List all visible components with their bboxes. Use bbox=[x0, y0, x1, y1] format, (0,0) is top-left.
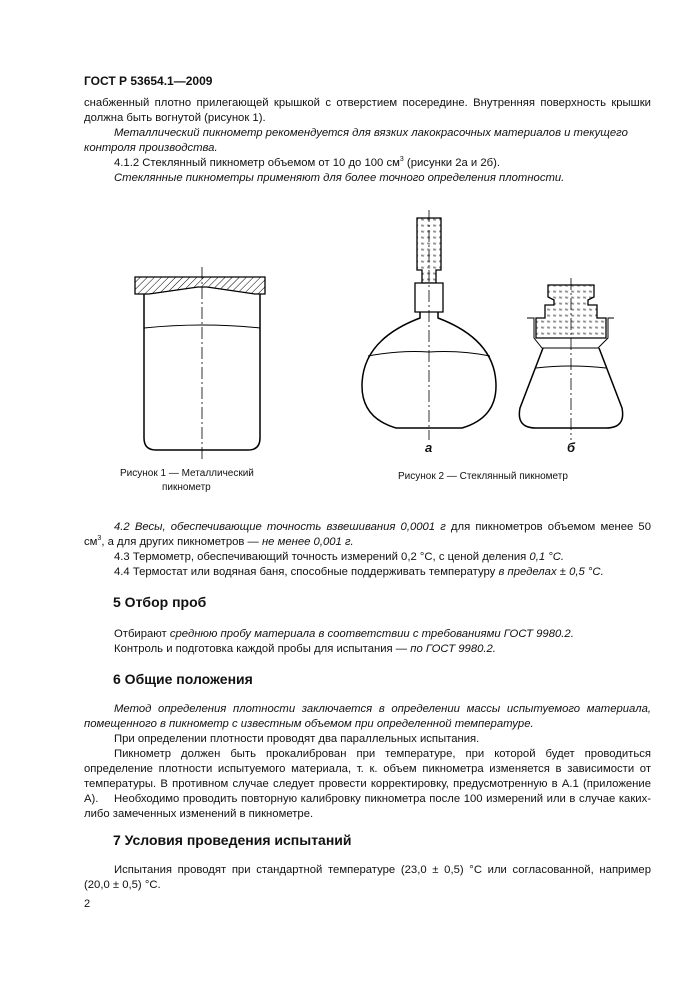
clause-4-2-text: для пикнометров объемом менее 50 см bbox=[84, 521, 651, 548]
intro-paragraph-4: Стеклянные пикнометры применяют для более точного определения плотности. bbox=[114, 172, 565, 184]
page-number: 2 bbox=[84, 898, 91, 910]
clause-4-1-2-sup: 3 bbox=[399, 156, 404, 164]
metal-pycnometer-figure bbox=[135, 267, 265, 462]
section-6-heading: 6 Общие положения bbox=[113, 671, 253, 687]
section-7-paragraph-1: Испытания проводят при стандартной температуре (23,0 ± 0,5) °С или согласованной, например (20,0 ± 0,5) °С. bbox=[84, 864, 651, 891]
intro-paragraph-2: Металлический пикнометр рекомендуется для вязких лакокрасочных материалов и текущего контроля производства. bbox=[84, 127, 628, 154]
figure-2-caption: Рисунок 2 — Стеклянный пикнометр bbox=[398, 471, 568, 482]
clause-4-2-sup: 3 bbox=[97, 535, 102, 543]
intro-paragraph-1: снабженный плотно прилегающей крышкой с отверстием посередине. Внутренняя поверхность крышки должна быть вогнутой (рисунок 1). bbox=[84, 97, 651, 124]
clause-4-2 bbox=[84, 520, 651, 550]
figure-label-b: б bbox=[567, 440, 576, 455]
clause-4-3-italic: 0,1 °С. bbox=[529, 551, 565, 563]
clause-4-1-2-tail: (рисунки 2а и 2б). bbox=[403, 157, 501, 169]
clause-4-4-italic: в пределах ± 0,5 °С. bbox=[498, 566, 604, 578]
clause-4-4-text: 4.4 Термостат или водяная баня, способные поддерживать температуру bbox=[114, 566, 499, 578]
clause-4-3-text: 4.3 Термометр, обеспечивающий точность измерений 0,2 °С, с ценой деления bbox=[114, 551, 530, 563]
section-5-paragraph-2 bbox=[84, 642, 651, 657]
glass-pycnometer-b-figure bbox=[519, 278, 622, 440]
section-6-paragraph-2: При определении плотности проводят два параллельных испытания. bbox=[114, 733, 480, 745]
figure-1-caption-line2: пикнометр bbox=[162, 482, 211, 493]
section-6-paragraph-3: Пикнометр должен быть прокалиброван при температуре, при которой будет проводиться определение плотности испытуемого материала, т. к. объем пикнометра изменяется в зависимости от температуры. В противном случае следует провести корректировку, предусмотренную в А.1 (приложение А). bbox=[84, 748, 651, 805]
clause-4-2-italic: 4.2 Весы, обеспечивающие точность взвешивания 0,0001 г bbox=[114, 521, 446, 533]
document-code: ГОСТ Р 53654.1—2009 bbox=[84, 74, 213, 88]
s5-p1-italic: среднюю пробу материала в соответствии с требованиями ГОСТ 9980.2. bbox=[169, 628, 574, 640]
s5-p1-text: Отбирают bbox=[114, 628, 170, 640]
section-6-paragraph-4: Необходимо проводить повторную калибровку пикнометра после 100 измерений или в случае каких-либо замеченных изменений в пикнометре. bbox=[84, 793, 651, 820]
s5-p2-text: Контроль и подготовка каждой пробы для испытания — bbox=[114, 643, 411, 655]
s5-p2-italic: по ГОСТ 9980.2. bbox=[410, 643, 496, 655]
figure-1-caption-line1: Рисунок 1 — Металлический bbox=[120, 468, 254, 479]
clause-4-3 bbox=[84, 550, 651, 565]
clause-4-2-text2: , а для других пикнометров — bbox=[101, 536, 262, 548]
glass-pycnometer-a-figure bbox=[362, 210, 496, 440]
figure-1-caption bbox=[120, 467, 278, 495]
section-5-heading: 5 Отбор проб bbox=[113, 594, 207, 610]
clause-4-1-2-text: 4.1.2 Стеклянный пикнометр объемом от 10 до 100 см bbox=[114, 157, 400, 169]
figure-label-a: а bbox=[425, 440, 433, 455]
clause-4-4 bbox=[84, 565, 651, 580]
section-7-heading: 7 Условия проведения испытаний bbox=[113, 832, 352, 848]
section-5-paragraph-1 bbox=[84, 627, 651, 642]
clause-4-2-italic2: не менее 0,001 г. bbox=[261, 536, 354, 548]
section-6-paragraph-1: Метод определения плотности заключается в определении массы испытуемого материала, помещенного в пикнометр с известным объемом при определенной температуре. bbox=[84, 703, 651, 730]
